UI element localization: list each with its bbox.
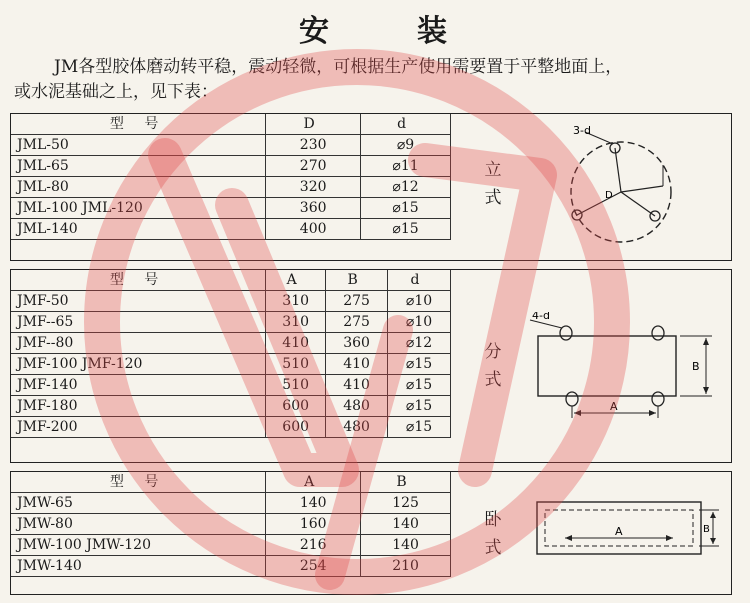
cell-value: ⌀15 xyxy=(388,375,451,396)
cell-model: JMW-80 xyxy=(11,514,266,535)
title-char-2: 装 xyxy=(417,14,451,49)
cell-value: 600 xyxy=(266,396,326,417)
cell-value: 254 xyxy=(266,556,361,577)
cell-value: 600 xyxy=(266,417,326,438)
cell-value: ⌀15 xyxy=(361,219,451,240)
cell-model: JMF-180 xyxy=(11,396,266,417)
cell-model: JMF-200 xyxy=(11,417,266,438)
intro-line-2: 或水泥基础之上，见下表： xyxy=(14,82,218,102)
split-base-diagram xyxy=(516,312,726,422)
cell-value: 160 xyxy=(266,514,361,535)
circle-base-diagram xyxy=(551,120,701,252)
header-d-lower: d xyxy=(361,114,451,135)
cell-value: 510 xyxy=(266,354,326,375)
header-a: A xyxy=(266,270,326,291)
side-label-vertical xyxy=(484,156,502,212)
cell-value: ⌀10 xyxy=(388,312,451,333)
holes-label: 4-d xyxy=(532,312,550,322)
table-row xyxy=(11,354,451,375)
cell-value: ⌀12 xyxy=(361,177,451,198)
table-header-row xyxy=(11,114,451,135)
cell-value: 210 xyxy=(361,556,451,577)
header-b: B xyxy=(361,472,451,493)
table-header-row xyxy=(11,472,451,493)
cell-value: 140 xyxy=(361,535,451,556)
header-a: A xyxy=(266,472,361,493)
cell-value: ⌀15 xyxy=(388,354,451,375)
cell-value: ⌀15 xyxy=(361,198,451,219)
cell-model: JMF--65 xyxy=(11,312,266,333)
cell-model: JMW-100 JMW-120 xyxy=(11,535,266,556)
cell-value: 400 xyxy=(266,219,361,240)
table-row xyxy=(11,493,451,514)
table-row xyxy=(11,333,451,354)
table-row xyxy=(11,417,451,438)
table-row xyxy=(11,535,451,556)
side-char: 式 xyxy=(484,188,502,208)
cell-value: 310 xyxy=(266,312,326,333)
dimension-b-label: B xyxy=(692,360,700,373)
cell-value: ⌀11 xyxy=(361,156,451,177)
table-row xyxy=(11,514,451,535)
cell-value: 140 xyxy=(266,493,361,514)
cell-value: 230 xyxy=(266,135,361,156)
cell-value: 270 xyxy=(266,156,361,177)
dimension-a-label: A xyxy=(610,400,618,413)
jmf-section xyxy=(10,269,732,463)
cell-value: 360 xyxy=(326,333,388,354)
cell-model: JMF-50 xyxy=(11,291,266,312)
cell-value: ⌀12 xyxy=(388,333,451,354)
cell-model: JML-80 xyxy=(11,177,266,198)
header-model: 型 号 xyxy=(11,270,266,291)
side-char: 式 xyxy=(484,538,502,558)
intro-line-1: JM各型胶体磨动转平稳，震动轻微，可根据生产使用需要置于平整地面上， xyxy=(54,57,623,77)
cell-value: ⌀10 xyxy=(388,291,451,312)
cell-value: 125 xyxy=(361,493,451,514)
cell-value: ⌀15 xyxy=(388,417,451,438)
dimension-b-label: B xyxy=(703,524,710,535)
page-title xyxy=(0,6,750,50)
cell-model: JMF--80 xyxy=(11,333,266,354)
jml-table xyxy=(11,114,451,240)
side-char: 卧 xyxy=(484,510,502,530)
table-row xyxy=(11,177,451,198)
table-row xyxy=(11,291,451,312)
cell-value: 275 xyxy=(326,312,388,333)
table-header-row xyxy=(11,270,451,291)
table-row xyxy=(11,396,451,417)
horizontal-base-diagram xyxy=(531,492,726,562)
cell-value: 275 xyxy=(326,291,388,312)
table-row xyxy=(11,135,451,156)
jmf-table xyxy=(11,270,451,438)
cell-model: JML-65 xyxy=(11,156,266,177)
holes-label: 3-d xyxy=(573,124,591,137)
header-d-upper: D xyxy=(266,114,361,135)
cell-value: 410 xyxy=(326,354,388,375)
cell-value: 310 xyxy=(266,291,326,312)
cell-value: 410 xyxy=(326,375,388,396)
jmw-table xyxy=(11,472,451,577)
cell-value: 480 xyxy=(326,417,388,438)
table-row xyxy=(11,312,451,333)
jml-section xyxy=(10,113,732,261)
header-d: d xyxy=(388,270,451,291)
side-char: 立 xyxy=(484,160,502,180)
cell-model: JMW-140 xyxy=(11,556,266,577)
dimension-a-label: A xyxy=(615,525,623,538)
cell-model: JML-50 xyxy=(11,135,266,156)
cell-model: JML-100 JML-120 xyxy=(11,198,266,219)
table-row xyxy=(11,156,451,177)
cell-value: ⌀15 xyxy=(388,396,451,417)
cell-model: JML-140 xyxy=(11,219,266,240)
cell-value: 140 xyxy=(361,514,451,535)
cell-model: JMF-100 JMF-120 xyxy=(11,354,266,375)
table-row xyxy=(11,556,451,577)
table-row xyxy=(11,198,451,219)
cell-value: 410 xyxy=(266,333,326,354)
cell-value: ⌀9 xyxy=(361,135,451,156)
title-char-1: 安 xyxy=(299,14,333,49)
diameter-label: D xyxy=(605,190,613,201)
side-label-horizontal xyxy=(484,506,502,562)
side-char: 分 xyxy=(484,342,502,362)
header-model: 型 号 xyxy=(11,114,266,135)
cell-model: JMW-65 xyxy=(11,493,266,514)
table-row xyxy=(11,219,451,240)
cell-model: JMF-140 xyxy=(11,375,266,396)
cell-value: 360 xyxy=(266,198,361,219)
header-b: B xyxy=(326,270,388,291)
side-char: 式 xyxy=(484,370,502,390)
side-label-split xyxy=(484,338,502,394)
jmw-section xyxy=(10,471,732,595)
table-row xyxy=(11,375,451,396)
cell-value: 480 xyxy=(326,396,388,417)
cell-value: 510 xyxy=(266,375,326,396)
cell-value: 216 xyxy=(266,535,361,556)
header-model: 型 号 xyxy=(11,472,266,493)
cell-value: 320 xyxy=(266,177,361,198)
intro-paragraph xyxy=(14,55,744,105)
